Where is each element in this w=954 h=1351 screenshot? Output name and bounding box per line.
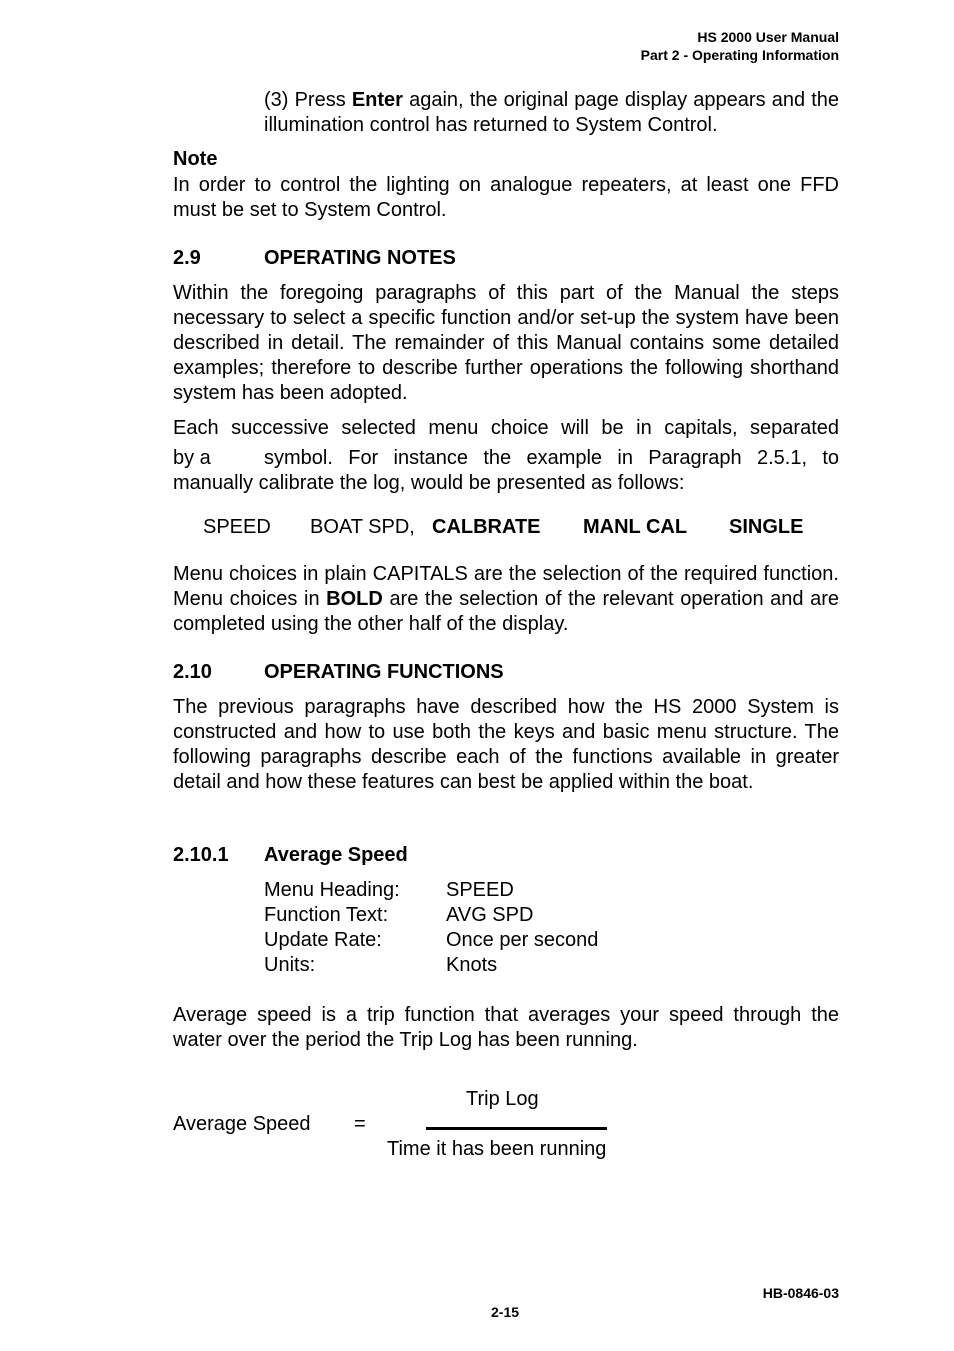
seq-speed: SPEED (203, 516, 271, 538)
note-heading: Note (173, 148, 218, 170)
formula-lhs: Average Speed (173, 1113, 311, 1135)
property-row (264, 953, 498, 978)
property-value: AVG SPD (446, 904, 534, 926)
running-header (641, 29, 839, 63)
step-3-suffix: again, the original page display appears and the illumination control has returned to System Control. (264, 89, 840, 136)
document-number: HB-0846-03 (762, 1285, 839, 1301)
property-label: Menu Heading: (264, 879, 400, 901)
part-title: Part 2 - Operating Information (640, 47, 839, 63)
operating-notes-paragraph-1: Within the foregoing paragraphs of this part of the Manual the steps necessary to select a specific function and/or set-up the system have been described in detail. The remainder of this Manual contains some detailed examples; therefore to describe further operations the following shorthand system has been adopted. (173, 282, 839, 404)
paragraph-3-part-a: Menu choices in plain CAPITALS are the selection of the required function. Menu choices in (173, 563, 839, 610)
bold-word: BOLD (326, 588, 383, 610)
section-title: Average Speed (264, 844, 408, 866)
paragraph-2-rest (173, 446, 839, 496)
operating-functions-paragraph: The previous paragraphs have described how the HS 2000 System is constructed and how to use both the keys and basic menu structure. The following paragraphs describe each of the functions available in greater detail and how these features can best be applied within the boat. (173, 696, 839, 793)
formula-numerator: Trip Log (466, 1088, 539, 1110)
average-speed-paragraph: Average speed is a trip function that averages your speed through the water over the period the Trip Log has been running. (173, 1004, 839, 1051)
manual-title: HS 2000 User Manual (697, 29, 839, 45)
formula-denominator: Time it has been running (387, 1138, 607, 1160)
property-row (264, 903, 534, 928)
seq-manl-cal: MANL CAL (583, 516, 688, 538)
seq-boat-spd: BOAT SPD, (310, 516, 415, 538)
paragraph-2-continuation: symbol. For instance the example in Paragraph 2.5.1, to manually calibrate the log, would be presented as follows: (173, 447, 839, 494)
formula-equals: = (354, 1113, 366, 1135)
section-title: OPERATING NOTES (264, 247, 456, 269)
operating-notes-paragraph-2 (173, 416, 839, 496)
paragraph-3-part-b: are the selection of the relevant operation and are completed using the other half of the display. (173, 588, 840, 635)
seq-calbrate: CALBRATE (432, 516, 541, 538)
property-label: Update Rate: (264, 929, 382, 951)
paragraph-2-line-1: Each successive selected menu choice will be in capitals, separated (173, 417, 839, 439)
note-text: In order to control the lighting on analogue repeaters, at least one FFD must be set to System Control. (173, 174, 839, 221)
section-title: OPERATING FUNCTIONS (264, 661, 504, 683)
section-2-10-1-heading (173, 844, 408, 867)
section-2-10-heading (173, 661, 504, 684)
property-row (264, 928, 599, 953)
seq-single: SINGLE (729, 516, 804, 538)
step-3-paragraph (264, 88, 839, 138)
property-row (264, 878, 514, 903)
operating-notes-paragraph-3 (173, 562, 839, 637)
property-value: Once per second (446, 929, 599, 951)
page-number: 2-15 (491, 1304, 520, 1320)
property-label: Units: (264, 954, 316, 976)
menu-sequence-example (203, 516, 843, 542)
by-a-text: by a (173, 447, 211, 469)
section-2-9-heading (173, 247, 456, 270)
fraction-line (426, 1127, 607, 1130)
enter-key-text: Enter (351, 89, 403, 111)
section-number: 2.9 (173, 247, 201, 269)
property-value: SPEED (446, 879, 514, 901)
section-number: 2.10 (173, 661, 212, 683)
property-value: Knots (446, 954, 498, 976)
step-3-prefix: (3) Press (264, 89, 346, 111)
section-number: 2.10.1 (173, 844, 229, 866)
property-label: Function Text: (264, 904, 389, 926)
